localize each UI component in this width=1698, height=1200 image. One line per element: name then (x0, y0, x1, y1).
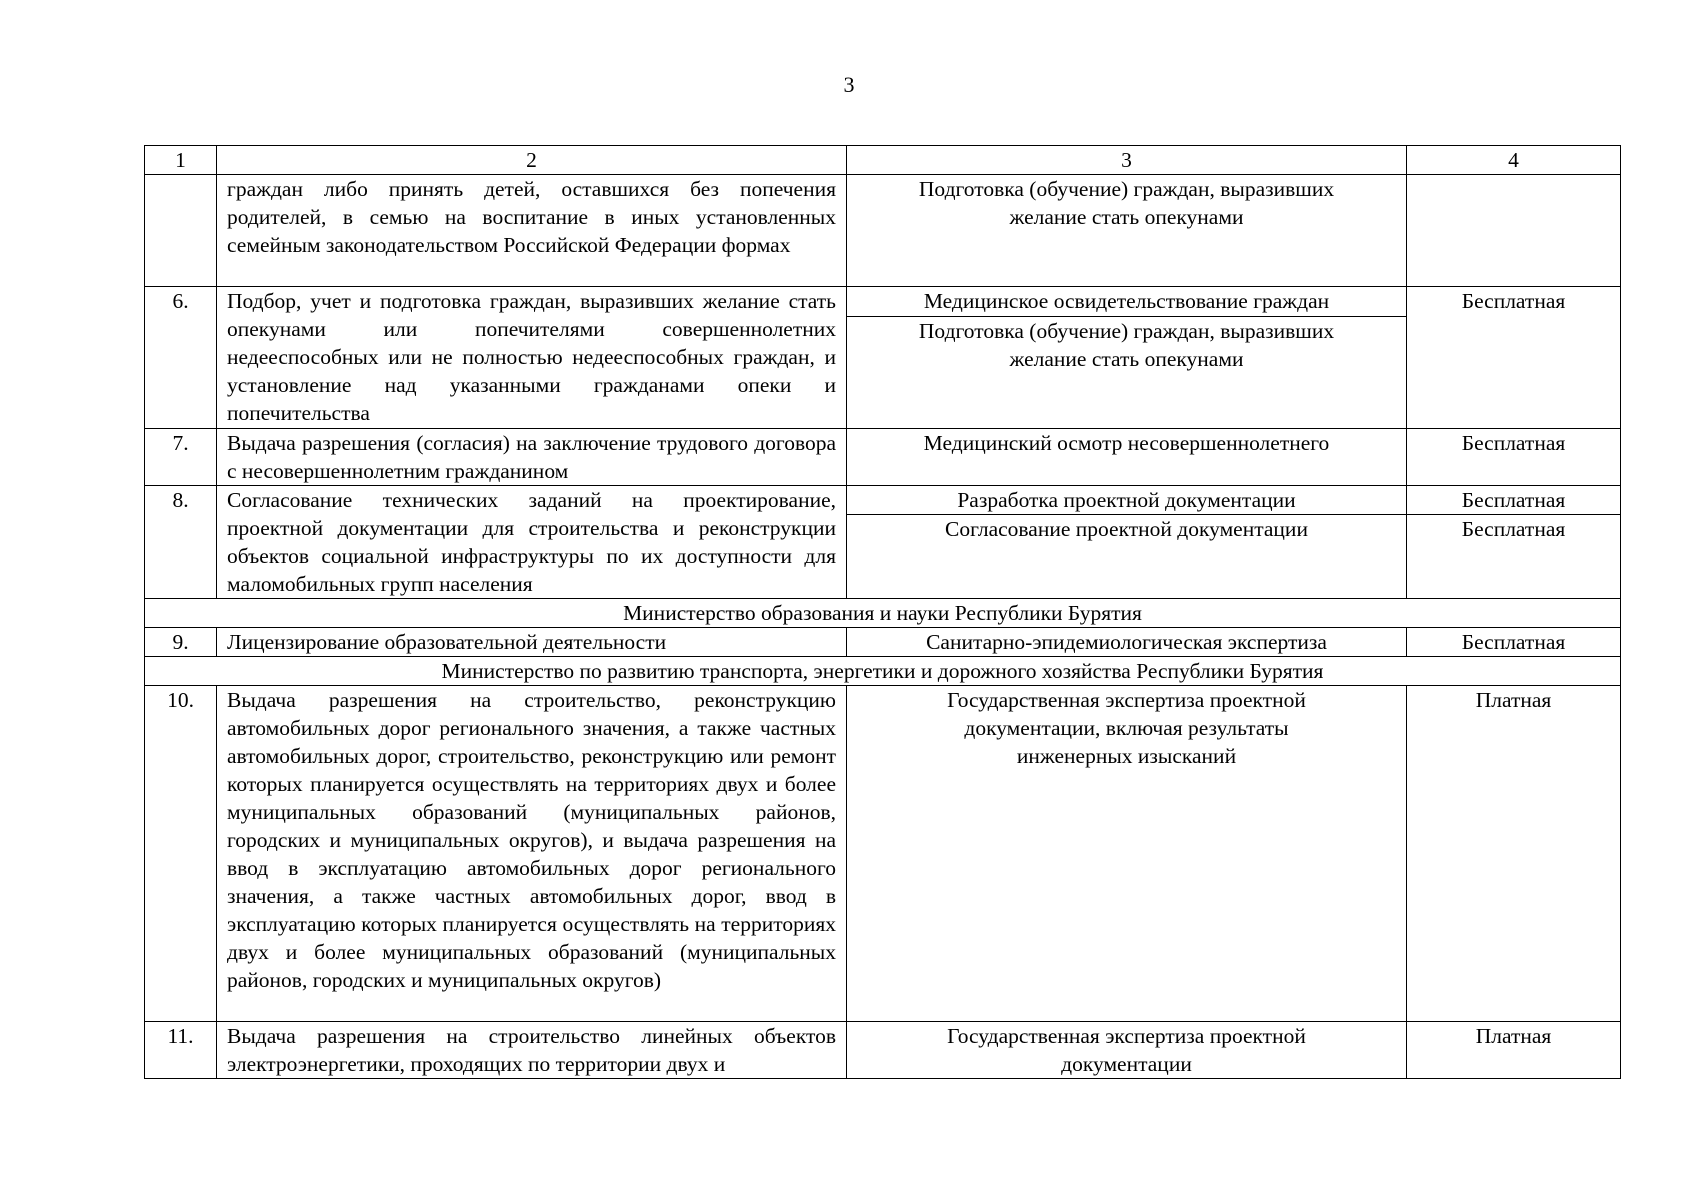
table-header-row (145, 146, 1621, 175)
header-col-3: 3 (847, 146, 1407, 175)
page-number: 3 (843, 72, 855, 97)
row-service: Медицинское освидетельствование граждан (847, 287, 1407, 317)
row-cost: Платная (1407, 686, 1621, 1022)
table-row (145, 1022, 1621, 1079)
row-service: Подготовка (обучение) граждан, выразивших желание стать опекунами (847, 317, 1407, 429)
services-table (144, 145, 1621, 1079)
row-description: граждан либо принять детей, оставшихся без попечения родителей, в семью на воспитание в иных установленных семейным законодательством Российской Федерации формах (217, 175, 847, 287)
row-number: 8. (145, 486, 217, 599)
header-col-1: 1 (145, 146, 217, 175)
row-description: Выдача разрешения на строительство, реконструкцию автомобильных дорог регионального значения, а также частных автомобильных дорог, строительство, реконструкцию или ремонт которых планируется осуществлять на территориях двух и более муниципальных образований (муниципальных районов, городских и муниципальных округов), и выдача разрешения на ввод в эксплуатацию автомобильных дорог регионального значения, а также частных автомобильных дорог, ввод в эксплуатацию которых планируется осуществлять на территориях двух и более муниципальных образований (муниципальных районов, городских и муниципальных округов) (217, 686, 847, 1022)
table-row (145, 429, 1621, 486)
table-row (145, 686, 1621, 1022)
row-cost: Бесплатная (1407, 486, 1621, 515)
row-description: Согласование технических заданий на проектирование, проектной документации для строительства и реконструкции объектов социальной инфраструктуры по их доступности для маломобильных групп населения (217, 486, 847, 599)
section-row (145, 599, 1621, 628)
row-description: Лицензирование образовательной деятельности (217, 628, 847, 657)
section-title: Министерство по развитию транспорта, энергетики и дорожного хозяйства Республики Бурятия (145, 657, 1621, 686)
row-number: 9. (145, 628, 217, 657)
row-number: 10. (145, 686, 217, 1022)
row-service: Санитарно-эпидемиологическая экспертиза (847, 628, 1407, 657)
row-number: 7. (145, 429, 217, 486)
row-service: Государственная экспертиза проектной документации (847, 1022, 1407, 1079)
row-description: Выдача разрешения (согласия) на заключение трудового договора с несовершеннолетним гражданином (217, 429, 847, 486)
row-service: Согласование проектной документации (847, 515, 1407, 599)
header-col-4: 4 (1407, 146, 1621, 175)
row-cost: Бесплатная (1407, 429, 1621, 486)
row-service: Медицинский осмотр несовершеннолетнего (847, 429, 1407, 486)
row-cost (1407, 175, 1621, 287)
row-cost: Платная (1407, 1022, 1621, 1079)
row-cost: Бесплатная (1407, 515, 1621, 599)
row-service: Государственная экспертиза проектной документации, включая результаты инженерных изысканий (847, 686, 1407, 1022)
table-row (145, 628, 1621, 657)
table-row (145, 486, 1621, 515)
row-number: 6. (145, 287, 217, 429)
section-title: Министерство образования и науки Республики Бурятия (145, 599, 1621, 628)
row-description: Подбор, учет и подготовка граждан, выразивших желание стать опекунами или попечителями совершеннолетних недееспособных или не полностью недееспособных граждан, и установление над указанными гражданами опеки и попечительства (217, 287, 847, 429)
section-row (145, 657, 1621, 686)
row-service: Разработка проектной документации (847, 486, 1407, 515)
row-number: 11. (145, 1022, 217, 1079)
row-description: Выдача разрешения на строительство линейных объектов электроэнергетики, проходящих по территории двух и (217, 1022, 847, 1079)
row-cost: Бесплатная (1407, 287, 1621, 429)
row-number (145, 175, 217, 287)
table-row (145, 175, 1621, 287)
row-service: Подготовка (обучение) граждан, выразивших желание стать опекунами (847, 175, 1407, 287)
table-row (145, 287, 1621, 317)
header-col-2: 2 (217, 146, 847, 175)
row-cost: Бесплатная (1407, 628, 1621, 657)
